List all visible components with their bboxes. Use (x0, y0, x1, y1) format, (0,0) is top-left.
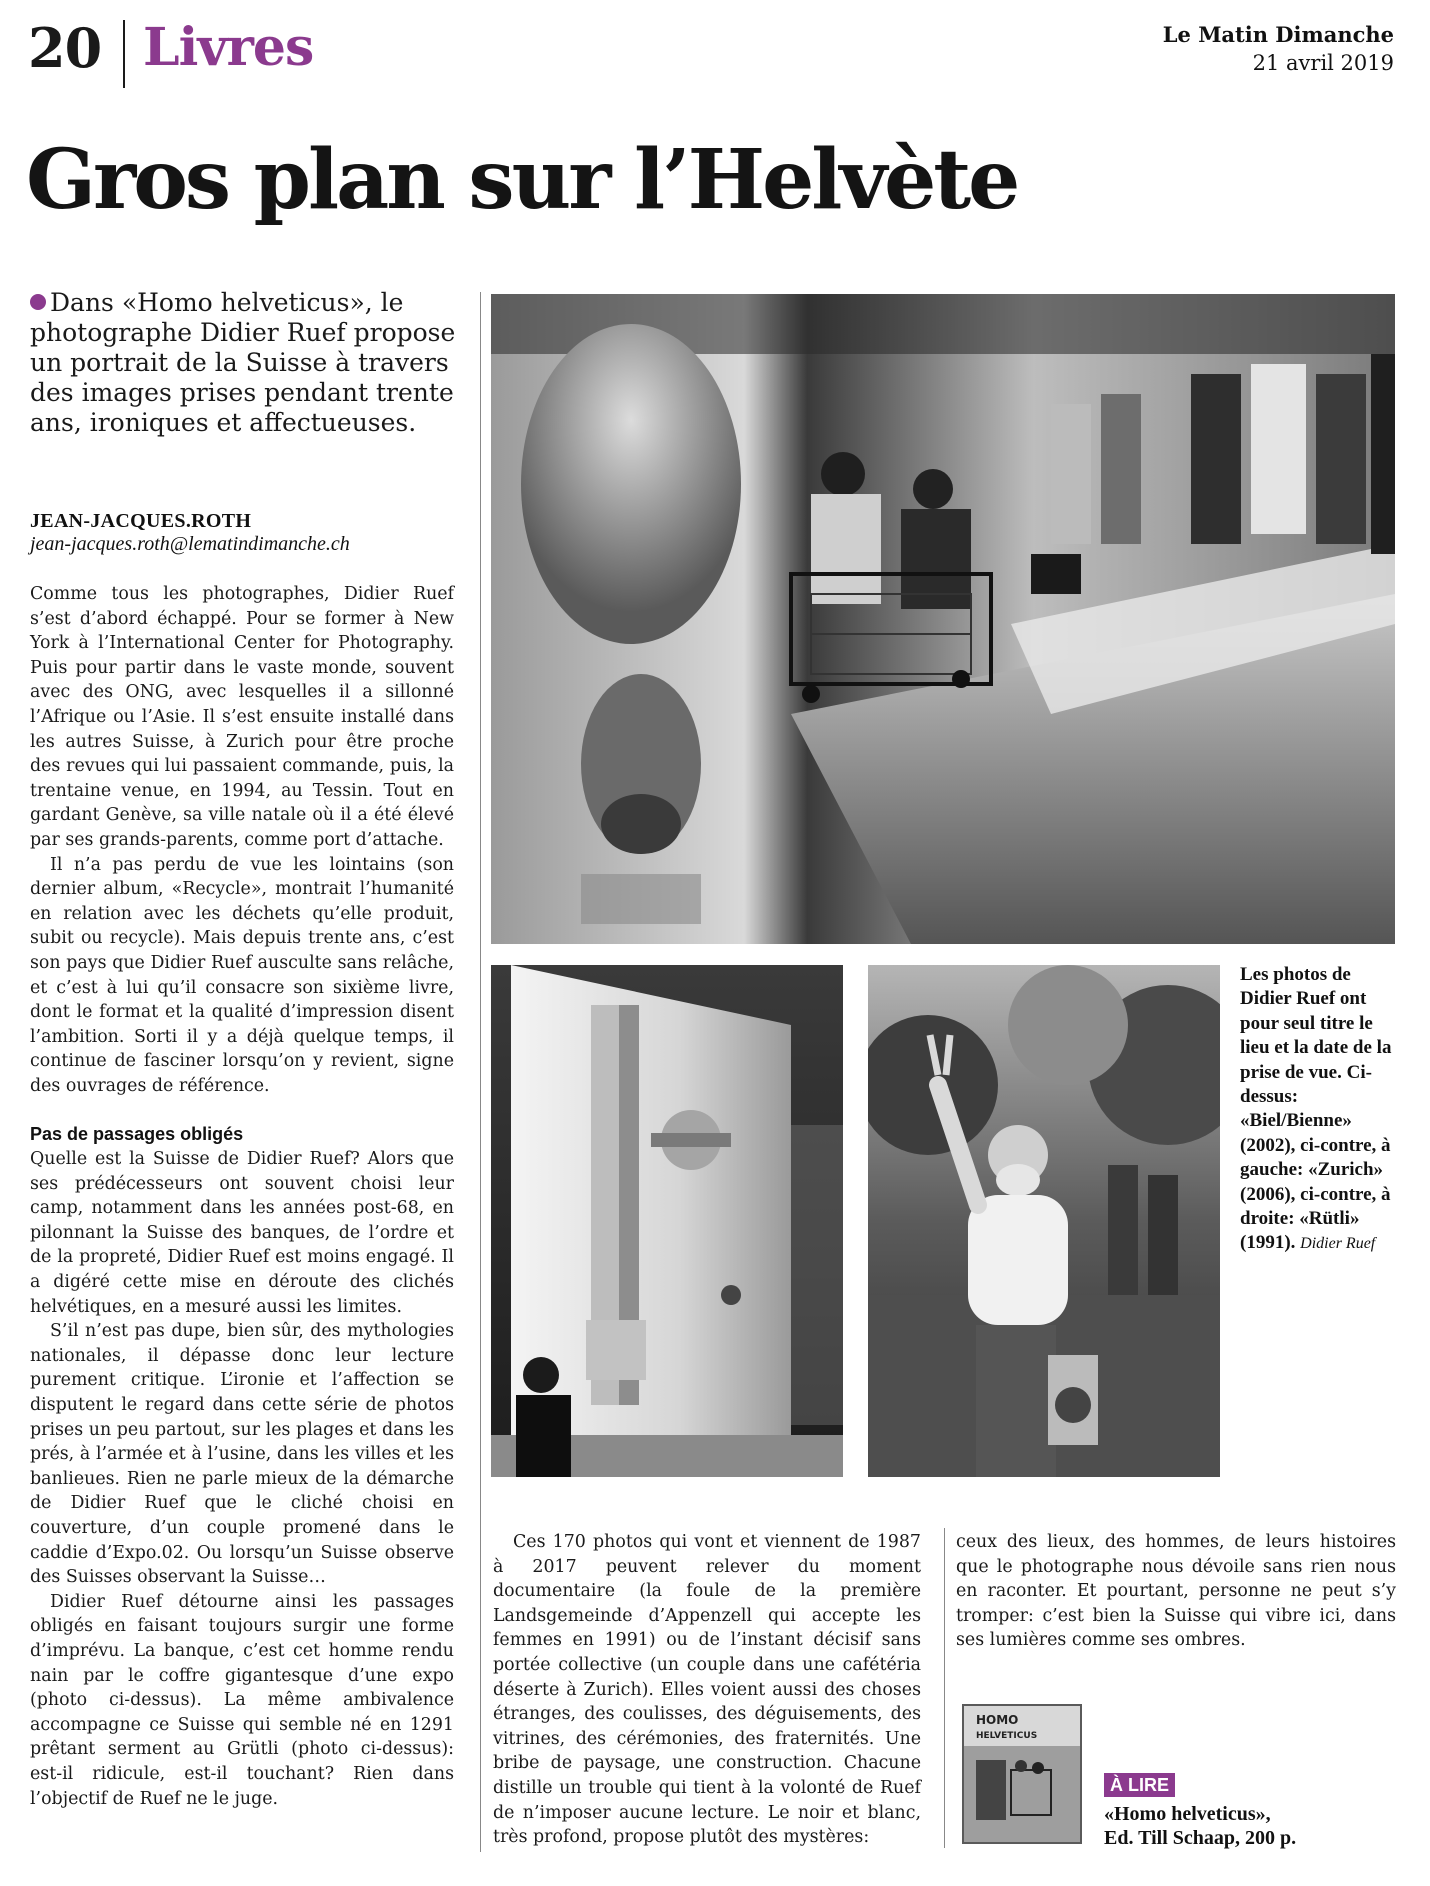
photo-credit: Didier Ruef (1300, 1235, 1376, 1253)
author-byline: JEAN-JACQUES.ROTH (30, 510, 252, 532)
author-email[interactable]: jean-jacques.roth@lematindimanche.ch (30, 533, 350, 555)
lead-text: Dans «Homo helveticus», le photographe Didier Ruef propose un portrait de la Suisse à travers des images prises pendant trente ans, ironiques et affectueuses. (30, 288, 456, 437)
subheading: Pas de passages obligés (30, 1124, 244, 1145)
svg-text:HOMO: HOMO (976, 1713, 1019, 1727)
bullet-dot-icon (30, 294, 46, 310)
a-lire-tag: À LIRE (1104, 1773, 1175, 1797)
svg-text:HELVETICUS: HELVETICUS (976, 1731, 1038, 1741)
paragraph: Ces 170 photos qui vont et viennent de 1987 à 2017 peuvent relever du moment documentaire (la foule de la première Landsgemeinde d’Appenzell qui accepte les femmes en 1991) ou de l’instant décisif sans portée collective (un couple dans une cafétéria déserte à Zurich). Elles voient aussi des choses étranges, des coulisses, des déguisements, des vitrines, des cérémonies, des fraternités. Une bribe de paysage, une construction. Chacune distille un trouble qui tient à la volonté de Ruef de n’imposer aucune lecture. Le noir et blanc, très profond, propose plutôt des mystères: (493, 1532, 921, 1848)
photo-biel-bienne-image (491, 294, 1395, 944)
caption-text: Les photos de Didier Ruef ont pour seul titre le lieu et la date de la prise de vue. Ci-dessus: «Biel/Bienne» (2002), ci-contre, à gauche: «Zurich» (2006), ci-contre, à droite: «Rütli» (1991). (1240, 964, 1392, 1254)
headline: Gros plan sur l’Helvète (26, 132, 1018, 228)
article-column-3 (956, 1530, 1396, 1653)
photo-biel-bienne (491, 294, 1395, 944)
photo-zurich-image (491, 965, 843, 1477)
lead-paragraph (30, 288, 460, 438)
paragraph: Didier Ruef détourne ainsi les passages obligés en faisant toujours surgir une forme d’imprévu. La banque, c’est cet homme rendu nain par le coffre gigantesque d’une expo (photo ci-dessus). La même ambivalence accompagne ce Suisse qui semble né en 1291 prêtant serment au Grütli (photo ci-dessus): est-il ridicule, est-il touchant? Rien dans l’objectif de Ruef ne le juge. (30, 1591, 454, 1809)
photo-caption (1240, 963, 1402, 1257)
paragraph: Comme tous les photographes, Didier Ruef s’est d’abord échappé. Pour se former à New York à l’International Center for Photography. Puis pour partir dans le vaste monde, souvent avec des ONG, avec lesquelles il a sillonné l’Afrique ou l’Asie. Il s’est ensuite installé dans les autres Suisse, à Zurich pour être proche des revues qui lui passaient commande, puis, la trentaine venue, en 1994, au Tessin. Tout en gardant Genève, sa ville natale où il a été élevé par ses grands-parents, comme port d’attache. (30, 584, 454, 850)
book-cover (956, 1700, 1096, 1848)
book-edition: Ed. Till Schaap, 200 p. (1104, 1827, 1297, 1849)
book-cover-image (956, 1700, 1096, 1848)
column-rule (480, 292, 481, 1852)
page-number: 20 (28, 16, 102, 80)
header-divider (123, 20, 125, 88)
book-title: «Homo helveticus», (1104, 1803, 1271, 1825)
paragraph: S’il n’est pas dupe, bien sûr, des mythologies nationales, il dépasse donc leur lecture purement critique. L’ironie et l’affection se disputent le regard dans cette série de photos prises un peu partout, sur les plages et dans les prés, à l’armée et à l’usine, dans les villes et les banlieues. Rien ne parle mieux de la démarche de Didier Ruef que le cliché choisi en couverture, d’un couple promené dans le caddie d’Expo.02. Ou lorsqu’un Suisse observe des Suisses observant la Suisse… (30, 1321, 454, 1588)
article-column-1 (30, 582, 454, 1811)
paragraph: Il n’a pas perdu de vue les lointains (son dernier album, «Recycle», montrait l’humanité en relation avec les déchets qu’elle produit, subit ou recycle). Mais depuis trente ans, c’est son pays que Didier Ruef ausculte sans relâche, et c’est à lui qu’il consacre son sixième livre, dont le format et la qualité d’impression disent l’ambition. Sorti il y a déjà quelque temps, il continue de fasciner lorsqu’on y revient, signe des ouvrages de référence. (30, 854, 454, 1096)
issue-date: 21 avril 2019 (1252, 51, 1394, 75)
photo-zurich (491, 965, 843, 1477)
column-rule (944, 1528, 945, 1848)
newspaper-name: Le Matin Dimanche (1162, 22, 1394, 47)
paragraph: Quelle est la Suisse de Didier Ruef? Alors que ses prédécesseurs ont souvent choisi leur camp, notamment dans les années post-68, en pilonnant la Suisse des banques, de l’ordre et de la propreté, Didier Ruef est moins engagé. Il a digéré cette mise en déroute des clichés helvétiques, en a mesuré aussi les limites. (30, 1149, 454, 1317)
photo-rutli (868, 965, 1220, 1477)
section-title: Livres (143, 17, 314, 78)
photo-rutli-image (868, 965, 1220, 1477)
article-column-2 (493, 1530, 921, 1850)
paragraph: ceux des lieux, des hommes, de leurs histoires que le photographe nous dévoile sans rien nous en raconter. Et pourtant, personne ne peut s’y tromper: c’est bien la Suisse qui vibre ici, dans ses lumières comme ses ombres. (956, 1532, 1396, 1651)
